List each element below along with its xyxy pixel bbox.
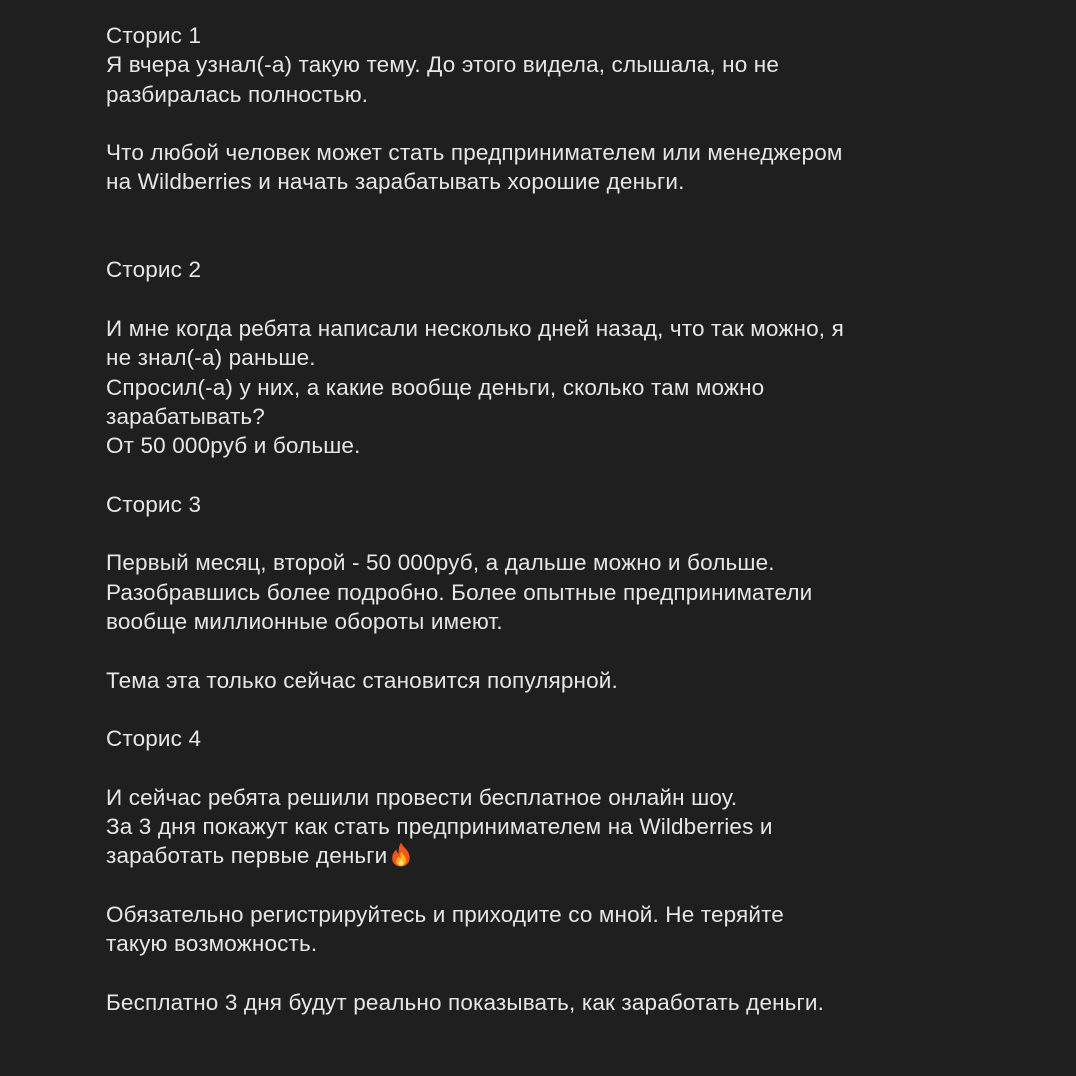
blank-line — [106, 519, 956, 548]
fire-icon — [388, 841, 414, 868]
text-line-with-emoji — [106, 841, 956, 870]
blank-line — [106, 959, 956, 988]
blank-line — [106, 460, 956, 489]
blank-line — [106, 695, 956, 724]
text-line: Бесплатно 3 дня будут реально показывать, как заработать деньги. — [106, 989, 825, 1015]
text-line: За 3 дня покажут как стать предпринимателем на Wildberries и — [106, 814, 773, 840]
text-line: Я вчера узнал(-а) такую тему. До этого видела, слышала, но не — [106, 52, 780, 78]
text-line: вообще миллионные обороты имеют. — [106, 608, 503, 634]
story-title: Сторис 1 — [106, 23, 202, 48]
text-line: И мне когда ребята написали несколько дней назад, что так можно, я — [106, 315, 844, 341]
story-title: Сторис 4 — [106, 726, 202, 752]
text-line: заработать первые деньги — [106, 843, 388, 869]
text-line: Тема эта только сейчас становится популярной. — [106, 667, 618, 693]
blank-line — [106, 109, 956, 138]
text-line: зарабатывать? — [106, 403, 265, 429]
text-line: Спросил(-а) у них, а какие вообще деньги, сколько там можно — [106, 374, 765, 400]
text-line: Обязательно регистрируйтесь и приходите со мной. Не теряйте — [106, 901, 784, 927]
text-line: такую возможность. — [106, 931, 318, 957]
text-line: Что любой человек может стать предпринимателем или менеджером — [106, 140, 843, 166]
document-body — [106, 21, 956, 1017]
story-title: Сторис 2 — [106, 257, 202, 283]
text-line: От 50 000руб и больше. — [106, 433, 361, 459]
story-title: Сторис 3 — [106, 491, 202, 517]
text-line: И сейчас ребята решили провести бесплатное онлайн шоу. — [106, 784, 738, 810]
blank-line — [106, 197, 956, 226]
text-line: на Wildberries и начать зарабатывать хорошие деньги. — [106, 169, 685, 195]
blank-line — [106, 871, 956, 900]
blank-line — [106, 226, 956, 255]
text-line: Первый месяц, второй - 50 000руб, а дальше можно и больше. — [106, 550, 775, 576]
text-line: Разобравшись более подробно. Более опытные предприниматели — [106, 579, 813, 605]
blank-line — [106, 285, 956, 314]
blank-line — [106, 753, 956, 782]
text-line: не знал(-а) раньше. — [106, 345, 316, 371]
text-line: разбиралась полностью. — [106, 81, 369, 107]
blank-line — [106, 636, 956, 665]
